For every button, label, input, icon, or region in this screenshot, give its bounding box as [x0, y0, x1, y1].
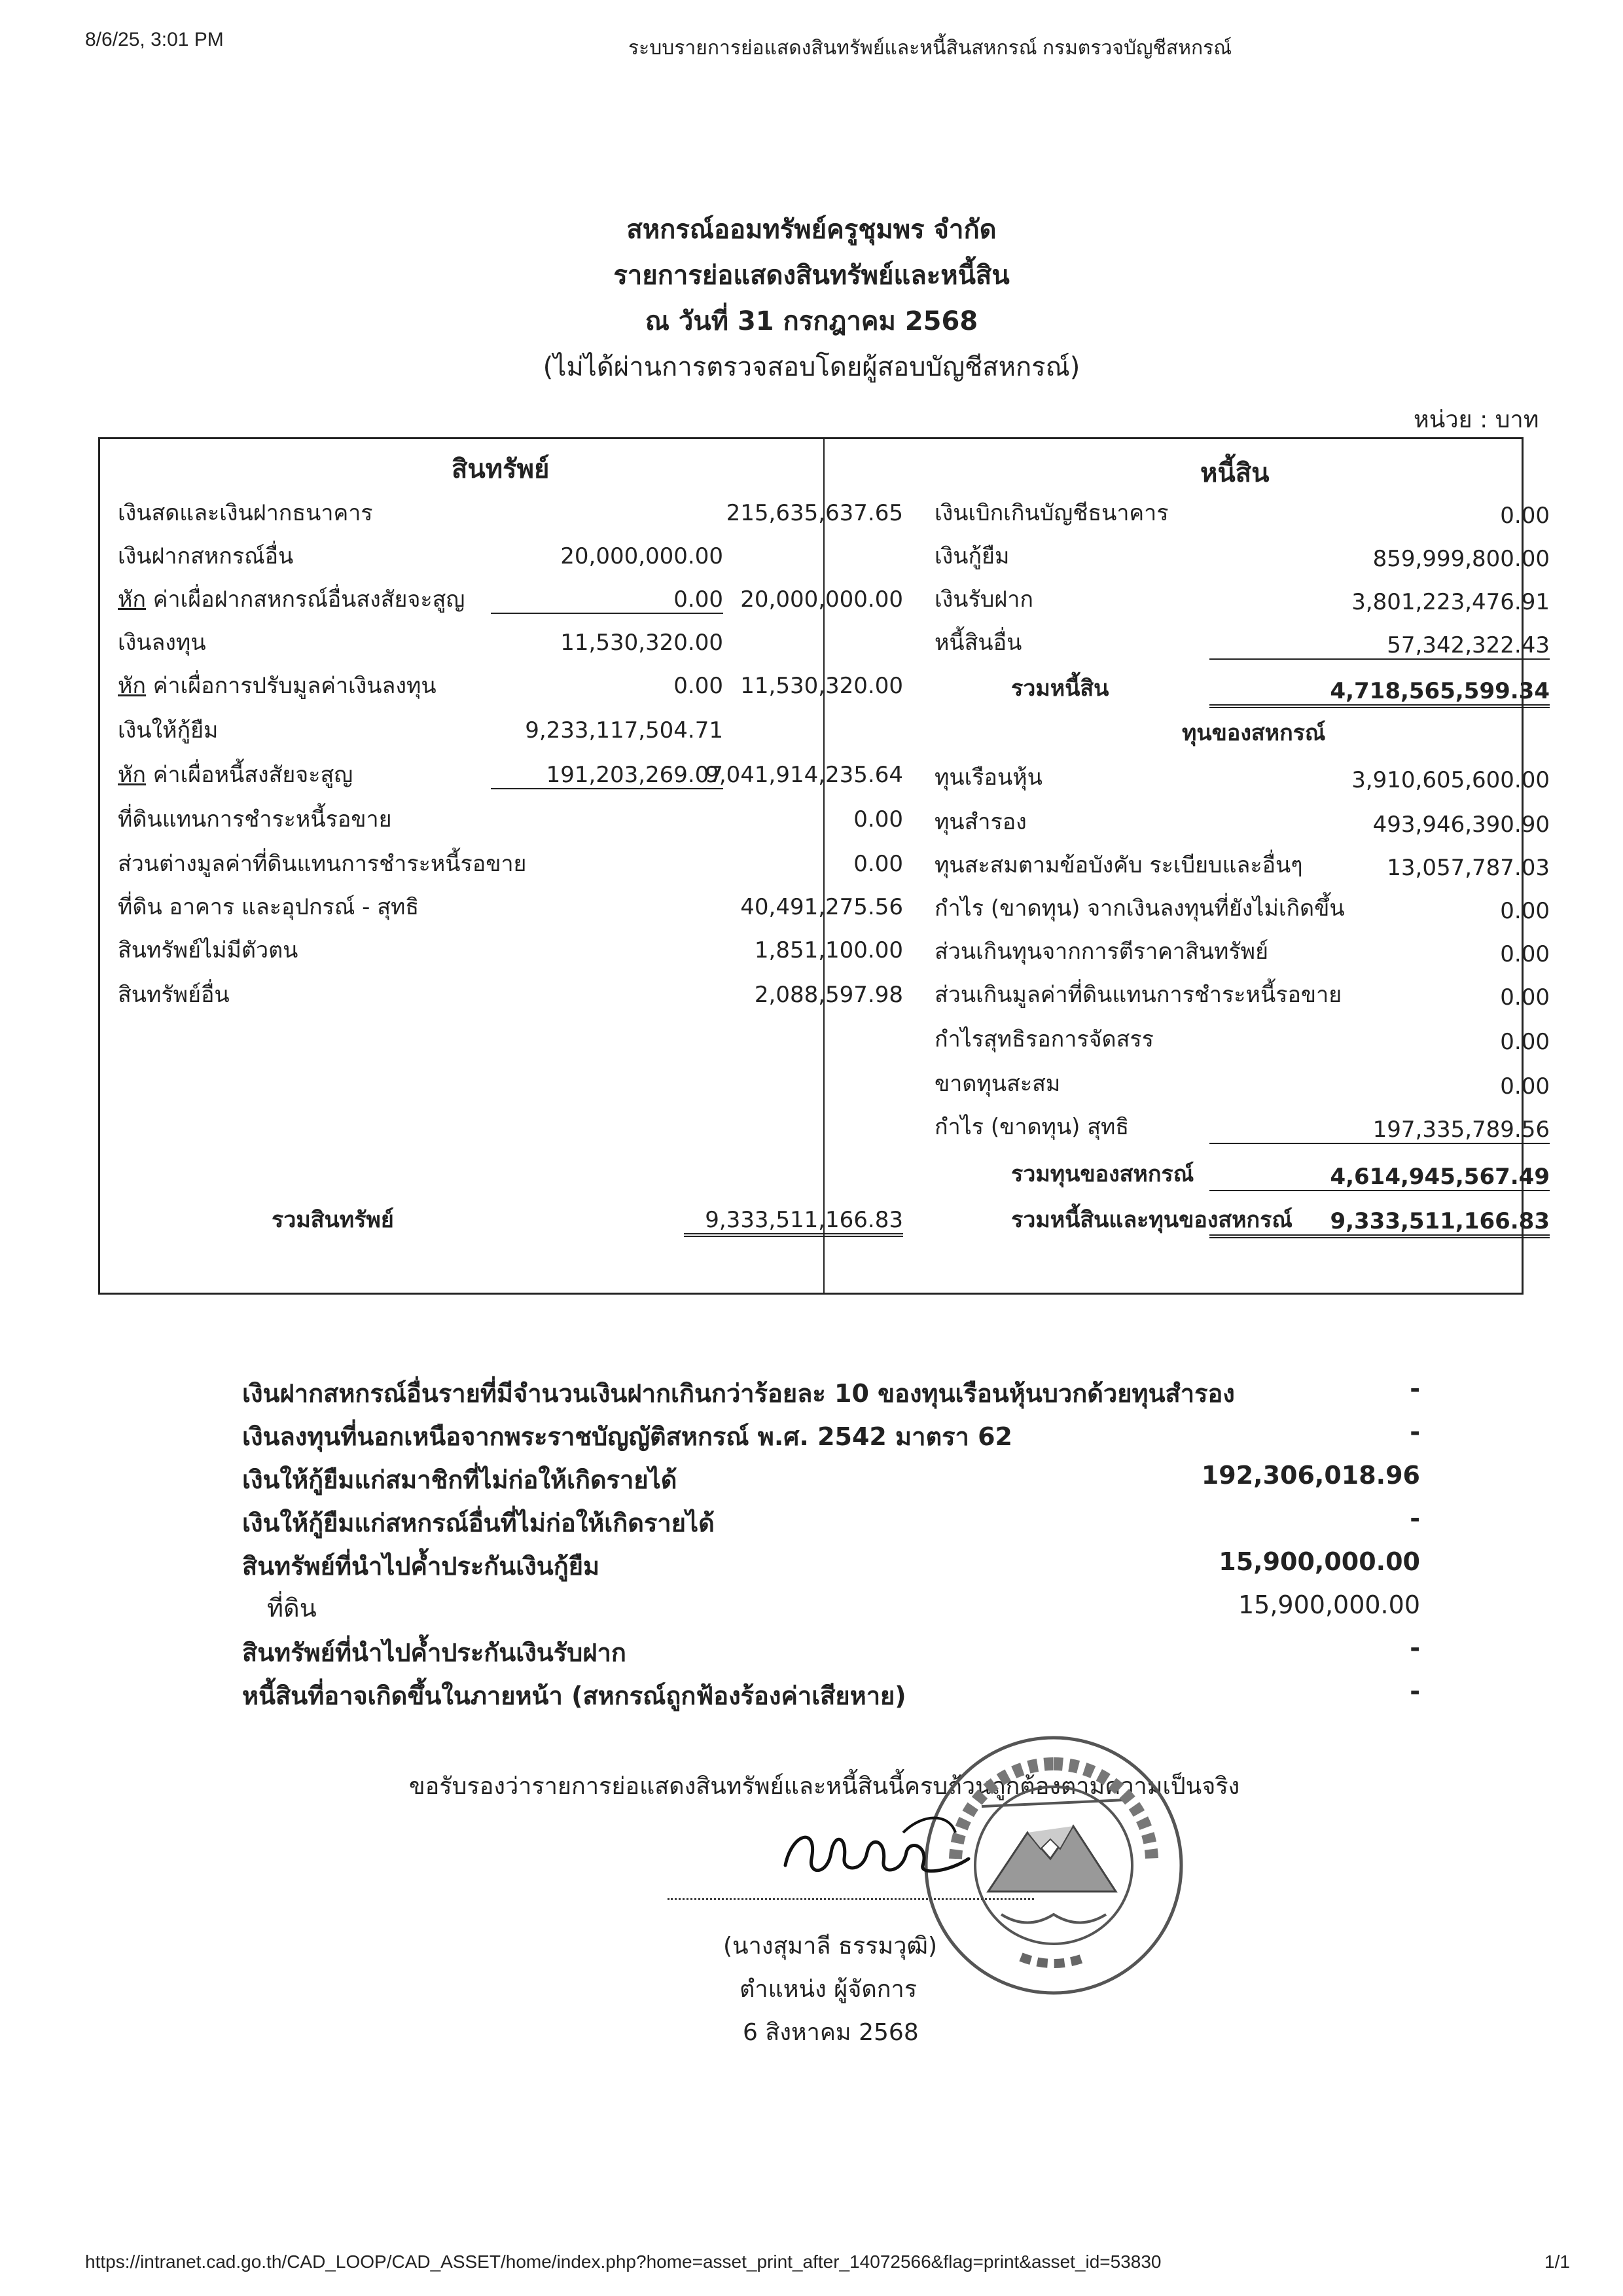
note-value: -	[1410, 1677, 1420, 1706]
total-equity-value: 4,614,945,567.49	[1209, 1164, 1550, 1191]
note-value: -	[1410, 1374, 1420, 1403]
asset-label: เงินฝากสหกรณ์อื่น	[118, 543, 294, 569]
equity-label: กำไร (ขาดทุน) จากเงินลงทุนที่ยังไม่เกิดขึ้น	[935, 895, 1345, 922]
total-equity-label: รวมทุนของสหกรณ์	[1011, 1161, 1194, 1187]
asset-allowance-value: 191,203,269.07	[491, 762, 723, 789]
asset-allowance-value: 0.00	[673, 673, 723, 699]
note-label: สินทรัพย์ที่นำไปค้ำประกันเงินรับฝาก	[242, 1638, 626, 1667]
signature-line	[668, 1898, 1034, 1900]
equity-value: 0.00	[1500, 984, 1550, 1011]
manager-signature	[772, 1806, 982, 1892]
asset-net-value: 20,000,000.00	[740, 586, 903, 613]
less-prefix: หัก	[118, 586, 146, 613]
equity-value: 3,910,605,600.00	[1351, 767, 1550, 793]
total-liabilities-label: รวมหนี้สิน	[1011, 675, 1109, 702]
coop-name: สหกรณ์ออมทรัพย์ครูชุมพร จำกัด	[626, 215, 997, 245]
asset-net-value: 0.00	[853, 806, 903, 833]
asset-label	[118, 673, 437, 699]
note-value: -	[1410, 1504, 1420, 1533]
signature-date: 6 สิงหาคม 2568	[743, 2019, 919, 2046]
asset-gross-value: 20,000,000.00	[560, 543, 723, 569]
equity-value: 13,057,787.03	[1387, 855, 1550, 881]
print-url: https://intranet.cad.go.th/CAD_LOOP/CAD_ASSET/home/index.php?home=asset_print_after_14072566&flag=print&asset_id=53830	[85, 2251, 1162, 2272]
asset-label: สินทรัพย์อื่น	[118, 982, 230, 1008]
allowance-label: ค่าเผื่อฝากสหกรณ์อื่นสงสัยจะสูญ	[146, 586, 465, 613]
total-assets-label: รวมสินทรัพย์	[272, 1207, 394, 1233]
equity-label: ส่วนเกินมูลค่าที่ดินแทนการชำระหนี้รอขาย	[935, 982, 1342, 1008]
note-label: หนี้สินที่อาจเกิดขึ้นในภายหน้า (สหกรณ์ถูกฟ้องร้องค่าเสียหาย)	[242, 1681, 906, 1710]
equity-label: ทุนเรือนหุ้น	[935, 764, 1043, 791]
less-prefix: หัก	[118, 762, 146, 788]
equity-value: 0.00	[1500, 941, 1550, 967]
currency-unit: หน่วย : บาท	[1414, 406, 1539, 433]
equity-value: 0.00	[1500, 1073, 1550, 1100]
note-label: เงินลงทุนที่นอกเหนือจากพระราชบัญญัติสหกรณ์ พ.ศ. 2542 มาตรา 62	[242, 1422, 1012, 1451]
asset-allowance-value: 0.00	[491, 586, 723, 614]
grand-total-value: 9,333,511,166.83	[1209, 1208, 1550, 1238]
note-label: สินทรัพย์ที่นำไปค้ำประกันเงินกู้ยืม	[242, 1552, 600, 1581]
print-timestamp: 8/6/25, 3:01 PM	[85, 29, 224, 50]
liability-label: เงินเบิกเกินบัญชีธนาคาร	[935, 500, 1169, 526]
note-label: เงินให้กู้ยืมแก่สมาชิกที่ไม่ก่อให้เกิดรายได้	[242, 1465, 677, 1494]
page-number: 1/1	[1544, 2251, 1570, 2272]
signer-name: (นางสุมาลี ธรรมวุฒิ)	[723, 1933, 938, 1960]
liability-label: เงินกู้ยืม	[935, 543, 1010, 569]
liability-value: 0.00	[1500, 503, 1550, 529]
signer-position: ตำแหน่ง ผู้จัดการ	[740, 1976, 918, 2003]
equity-label: ขาดทุนสะสม	[935, 1071, 1061, 1097]
equity-value: 0.00	[1500, 898, 1550, 924]
equity-label: กำไรสุทธิรอการจัดสรร	[935, 1026, 1154, 1052]
asset-label: เงินสดและเงินฝากธนาคาร	[118, 500, 373, 526]
asset-net-value: 40,491,275.56	[740, 894, 903, 920]
asset-label	[118, 762, 353, 788]
asset-label: ที่ดินแทนการชำระหนี้รอขาย	[118, 806, 392, 833]
liability-value: 859,999,800.00	[1372, 546, 1550, 572]
total-liabilities-value: 4,718,565,599.34	[1209, 678, 1550, 708]
equity-value: 197,335,789.56	[1209, 1117, 1550, 1144]
grand-total-label: รวมหนี้สินและทุนของสหกรณ์	[1011, 1207, 1293, 1233]
note-label: ที่ดิน	[267, 1594, 317, 1623]
asset-net-value: 215,635,637.65	[726, 500, 903, 526]
audit-note: (ไม่ได้ผ่านการตรวจสอบโดยผู้สอบบัญชีสหกรณ์)	[543, 352, 1080, 382]
asset-net-value: 1,851,100.00	[754, 937, 903, 963]
equity-label: กำไร (ขาดทุน) สุทธิ	[935, 1114, 1130, 1140]
equity-label: ส่วนเกินทุนจากการตีราคาสินทรัพย์	[935, 939, 1268, 965]
asset-net-value: 11,530,320.00	[740, 673, 903, 699]
liabilities-heading: หนี้สิน	[1200, 458, 1270, 488]
allowance-label: ค่าเผื่อการปรับมูลค่าเงินลงทุน	[146, 673, 437, 699]
asset-label: สินทรัพย์ไม่มีตัวตน	[118, 937, 298, 963]
liability-value: 57,342,322.43	[1209, 632, 1550, 660]
report-date: ณ วันที่ 31 กรกฎาคม 2568	[645, 306, 978, 336]
asset-net-value: 9,041,914,235.64	[705, 762, 903, 788]
asset-label	[118, 586, 465, 613]
report-title: รายการย่อแสดงสินทรัพย์และหนี้สิน	[613, 260, 1010, 291]
liability-label: เงินรับฝาก	[935, 586, 1033, 613]
note-value: -	[1410, 1418, 1420, 1446]
total-assets-value: 9,333,511,166.83	[684, 1207, 903, 1237]
equity-label: ทุนสะสมตามข้อบังคับ ระเบียบและอื่นๆ	[935, 852, 1303, 878]
asset-net-value: 0.00	[853, 851, 903, 877]
assets-heading: สินทรัพย์	[452, 454, 550, 484]
equity-value: 0.00	[1500, 1029, 1550, 1055]
equity-label: ทุนสำรอง	[935, 809, 1027, 835]
note-value: 192,306,018.96	[1201, 1461, 1420, 1490]
note-value: 15,900,000.00	[1238, 1590, 1420, 1619]
asset-net-value: 2,088,597.98	[754, 982, 903, 1008]
equity-heading: ทุนของสหกรณ์	[1182, 720, 1326, 746]
note-label: เงินให้กู้ยืมแก่สหกรณ์อื่นที่ไม่ก่อให้เกิดรายได้	[242, 1509, 715, 1537]
asset-gross-value: 9,233,117,504.71	[525, 717, 723, 744]
system-title: ระบบรายการย่อแสดงสินทรัพย์และหนี้สินสหกรณ์ กรมตรวจบัญชีสหกรณ์	[628, 37, 1232, 59]
note-value: 15,900,000.00	[1219, 1547, 1420, 1576]
note-label: เงินฝากสหกรณ์อื่นรายที่มีจำนวนเงินฝากเกินกว่าร้อยละ 10 ของทุนเรือนหุ้นบวกด้วยทุนสำรอง	[242, 1379, 1235, 1408]
asset-label: เงินให้กู้ยืม	[118, 717, 219, 744]
liability-label: หนี้สินอื่น	[935, 630, 1022, 656]
asset-label: เงินลงทุน	[118, 630, 206, 656]
note-value: -	[1410, 1634, 1420, 1662]
asset-gross-value: 11,530,320.00	[560, 630, 723, 656]
equity-value: 493,946,390.90	[1372, 812, 1550, 838]
allowance-label: ค่าเผื่อหนี้สงสัยจะสูญ	[146, 762, 353, 788]
asset-label: ส่วนต่างมูลค่าที่ดินแทนการชำระหนี้รอขาย	[118, 851, 527, 877]
less-prefix: หัก	[118, 673, 146, 699]
certification-statement: ขอรับรองว่ารายการย่อแสดงสินทรัพย์และหนี้สินนี้ครบถ้วนถูกต้องตามความเป็นจริง	[409, 1773, 1240, 1800]
asset-label: ที่ดิน อาคาร และอุปกรณ์ - สุทธิ	[118, 894, 419, 920]
liability-value: 3,801,223,476.91	[1351, 589, 1550, 615]
